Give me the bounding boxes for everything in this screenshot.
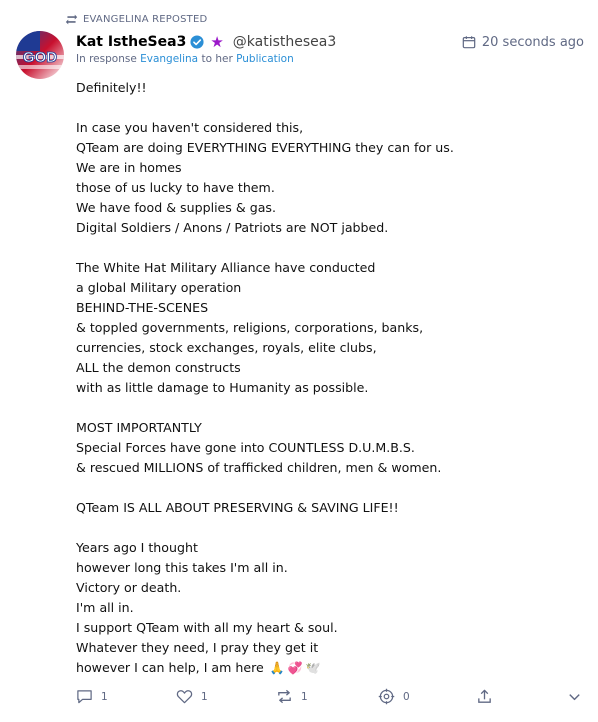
emoji: 🕊️ <box>305 661 321 675</box>
in-response-prefix: In response <box>76 53 137 65</box>
repost-label: EVANGELINA REPOSTED <box>83 14 208 25</box>
post-line-text: however I can help, I am here <box>76 660 264 675</box>
post-line: however long this takes I'm all in. <box>76 560 288 575</box>
repost-action-icon <box>276 688 293 705</box>
display-name[interactable]: Kat IstheSea3 <box>76 34 187 50</box>
post-line: QTeam IS ALL ABOUT PRESERVING & SAVING LIFE!! <box>76 500 399 515</box>
reply-count: 1 <box>101 690 108 703</box>
post-line: & toppled governments, religions, corporations, banks, <box>76 320 424 335</box>
reply-icon <box>76 688 93 705</box>
more-options-button[interactable] <box>566 688 583 705</box>
timestamp[interactable] <box>462 35 584 50</box>
boost-count: 0 <box>403 690 410 703</box>
paragraph-gap <box>76 478 578 498</box>
post-line: ALL the demon constructs <box>76 360 241 375</box>
reply-button[interactable] <box>76 688 108 705</box>
post-line: I'm all in. <box>76 600 134 615</box>
post-line: We are in homes <box>76 160 182 175</box>
in-response-target-link[interactable]: Publication <box>236 53 294 65</box>
avatar[interactable] <box>16 31 64 79</box>
avatar-image <box>16 31 64 79</box>
user-handle[interactable]: @katisthesea3 <box>232 34 337 50</box>
emoji: 🙏 <box>269 661 285 675</box>
post-line: & rescued MILLIONS of trafficked children, men & women. <box>76 460 442 475</box>
post-line: Digital Soldiers / Anons / Patriots are NOT jabbed. <box>76 220 389 235</box>
post-content <box>76 78 578 678</box>
post-line: with as little damage to Humanity as possible. <box>76 380 369 395</box>
post-line: I support QTeam with all my heart & soul. <box>76 620 338 635</box>
post-line: In case you haven't considered this, <box>76 120 304 135</box>
paragraph-gap <box>76 98 578 118</box>
post-line: currencies, stock exchanges, royals, elite clubs, <box>76 340 377 355</box>
post-line: Special Forces have gone into COUNTLESS D.U.M.B.S. <box>76 440 415 455</box>
heart-icon <box>176 688 193 705</box>
calendar-icon <box>462 35 476 49</box>
post-line: MOST IMPORTANTLY <box>76 420 202 435</box>
share-icon <box>476 688 493 705</box>
post-line: The White Hat Military Alliance have conducted <box>76 260 376 275</box>
paragraph-gap <box>76 238 578 258</box>
avatar-text: GOD <box>22 49 58 66</box>
star-icon: ★ <box>210 32 224 51</box>
like-count: 1 <box>201 690 208 703</box>
post-line: a global Military operation <box>76 280 242 295</box>
post-line-last <box>76 658 578 678</box>
post-line: We have food & supplies & gas. <box>76 200 276 215</box>
repost-icon <box>65 13 78 26</box>
in-response-middle: to her <box>201 53 233 65</box>
verified-icon <box>190 35 204 49</box>
post-line: Definitely!! <box>76 80 147 95</box>
compass-icon <box>378 688 395 705</box>
post-line: QTeam are doing EVERYTHING EVERYTHING they can for us. <box>76 140 454 155</box>
post-line: Whatever they need, I pray they get it <box>76 640 319 655</box>
emoji: 💞 <box>287 661 303 675</box>
repost-indicator <box>65 13 207 26</box>
post-line: Victory or death. <box>76 580 182 595</box>
post-line: those of us lucky to have them. <box>76 180 275 195</box>
repost-button[interactable] <box>276 688 308 705</box>
paragraph-gap <box>76 518 578 538</box>
boost-button[interactable] <box>378 688 410 705</box>
in-response-line <box>76 53 294 65</box>
like-button[interactable] <box>176 688 208 705</box>
post-line: Years ago I thought <box>76 540 198 555</box>
timestamp-text: 20 seconds ago <box>481 34 584 50</box>
chevron-down-icon <box>566 688 583 705</box>
in-response-user-link[interactable]: Evangelina <box>140 53 199 65</box>
paragraph-gap <box>76 398 578 418</box>
post-line: BEHIND-THE-SCENES <box>76 300 209 315</box>
action-bar <box>76 688 584 708</box>
share-button[interactable] <box>476 688 493 705</box>
repost-count: 1 <box>301 690 308 703</box>
post-header <box>76 32 584 52</box>
